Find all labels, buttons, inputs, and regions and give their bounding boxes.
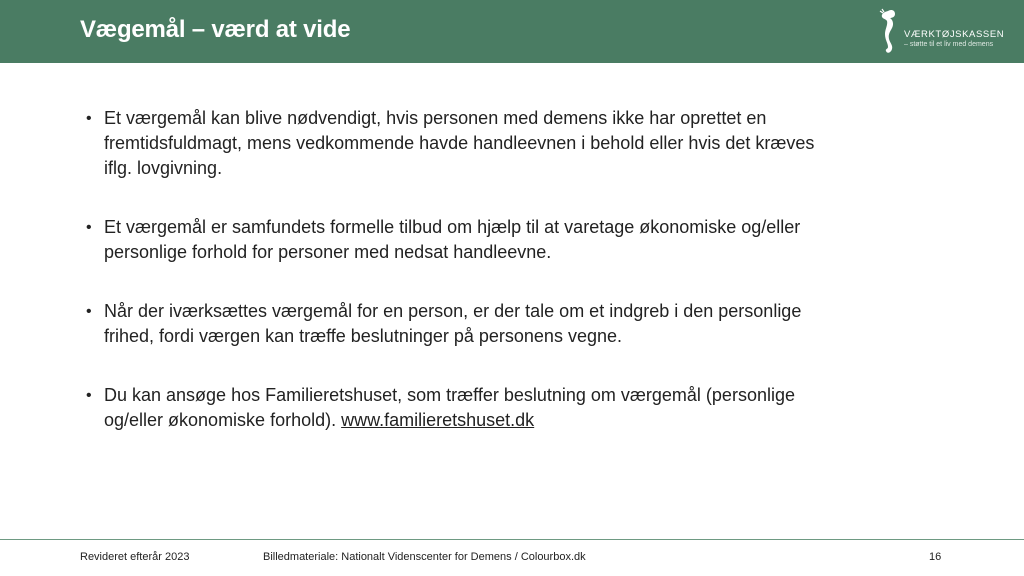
bullet-dot: • — [86, 387, 92, 404]
bullet-list — [86, 106, 846, 467]
bullet-dot: • — [86, 219, 92, 236]
bullet-text: Når der iværksættes værgemål for en person, er der tale om et indgreb i den personlige frihed, fordi værgen kan træffe beslutninger på personens vegne. — [104, 301, 802, 346]
familieretshuset-link[interactable]: www.familieretshuset.dk — [341, 410, 535, 430]
seahorse-icon — [878, 8, 900, 56]
bullet-text: Du kan ansøge hos Familieretshuset, som træffer beslutning om værgemål (personlige og/eller økonomiske forhold). — [104, 385, 795, 430]
footer-credits: Billedmateriale: Nationalt Videnscenter for Demens / Colourbox.dk — [263, 551, 586, 563]
bullet-item — [86, 299, 846, 349]
bullet-item — [86, 106, 846, 181]
bullet-dot: • — [86, 110, 92, 127]
page-number: 16 — [929, 551, 942, 563]
logo — [878, 8, 1013, 56]
page-title: Vægemål – værd at vide — [80, 16, 351, 43]
footer-divider — [0, 539, 1024, 540]
footer-revised: Revideret efterår 2023 — [80, 551, 190, 563]
bullet-item — [86, 215, 846, 265]
logo-name: VÆRKTØJSKASSEN — [904, 29, 1005, 40]
bullet-item — [86, 383, 846, 433]
logo-tagline: – støtte til et liv med demens — [904, 41, 994, 48]
bullet-text: Et værgemål er samfundets formelle tilbud om hjælp til at varetage økonomiske og/eller personlige forhold for personer med nedsat handleevne. — [104, 217, 801, 262]
bullet-text: Et værgemål kan blive nødvendigt, hvis personen med demens ikke har oprettet en fremtidsfuldmagt, mens vedkommende havde handleevnen i behold eller hvis det kræves iflg. lovgivning. — [104, 108, 815, 178]
bullet-dot: • — [86, 303, 92, 320]
